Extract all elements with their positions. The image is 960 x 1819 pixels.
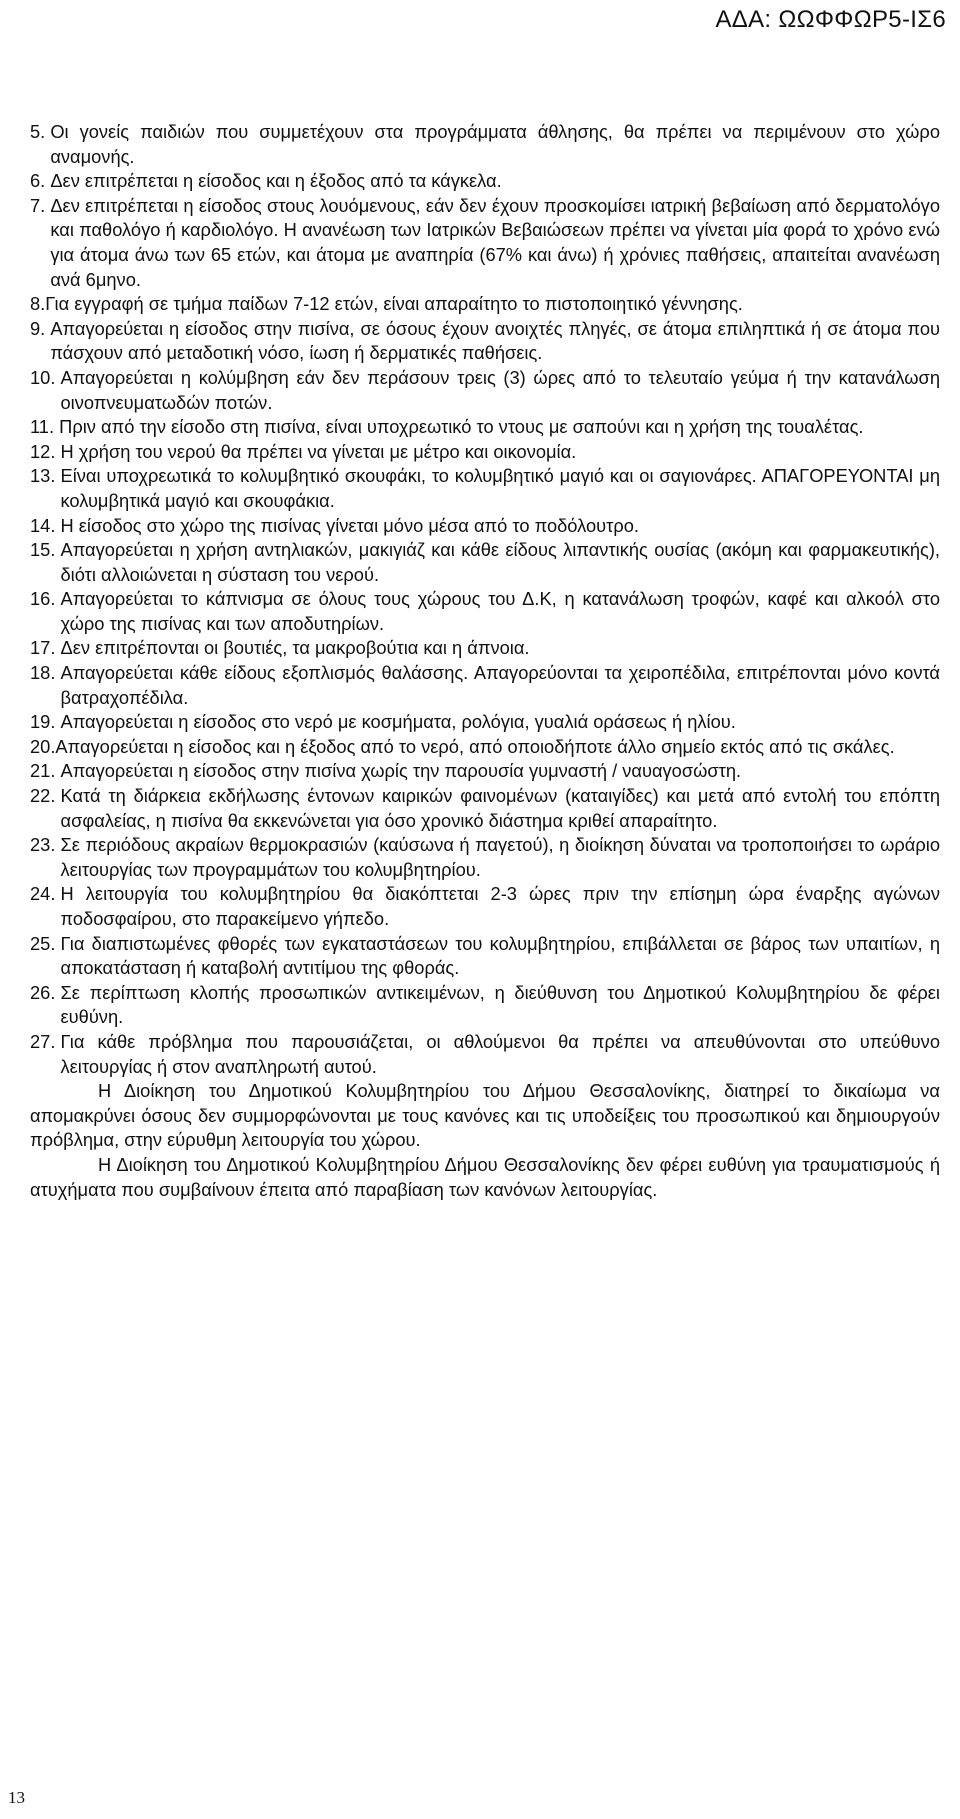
rule-text: Η είσοδος στο χώρο της πισίνας γίνεται μόνο μέσα από το ποδόλουτρο.: [60, 514, 640, 536]
rule-item: [30, 317, 940, 366]
rule-text: Δεν επιτρέπονται οι βουτιές, τα μακροβούτια και η άπνοια.: [60, 637, 530, 659]
rule-item: [30, 636, 940, 661]
rule-item: [30, 292, 940, 317]
rule-item: [30, 514, 940, 539]
closing-paragraph: Η Διοίκηση του Δημοτικού Κολυμβητηρίου Δήμου Θεσσαλονίκης δεν φέρει ευθύνη για τραυματισμούς ή ατυχήματα που συμβαίνουν έπειτα από παραβίαση των κανόνων λειτουργίας.: [30, 1153, 940, 1200]
rule-number: 5.: [30, 121, 51, 142]
rule-item: [30, 784, 940, 833]
rule-text: Δεν επιτρέπεται η είσοδος και η έξοδος από τα κάγκελα.: [50, 170, 502, 192]
rule-text: Η χρήση του νερού θα πρέπει να γίνεται με μέτρο και οικονομία.: [60, 440, 577, 462]
rules-list: [30, 120, 940, 1079]
rule-text: Πριν από την είσοδο στη πισίνα, είναι υποχρεωτικό το ντους με σαπούνι και η χρήση της τουαλέτας.: [59, 416, 864, 438]
rule-number: 27.: [30, 1030, 61, 1052]
rule-number: 22.: [30, 785, 61, 807]
rule-number: 12.: [30, 440, 61, 462]
rule-text: Για εγγραφή σε τμήμα παίδων 7-12 ετών, είναι απαραίτητο το πιστοποιητικό γέννησης.: [45, 293, 743, 315]
rule-number: 7.: [30, 194, 51, 216]
rule-item: [30, 1030, 940, 1079]
rule-text: Απαγορεύεται η είσοδος στην πισίνα, σε όσους έχουν ανοιχτές πληγές, σε άτομα επιληπτικά ή σε άτομα που πάσχουν από μεταδοτική νόσο, ίωση ή δερματικές παθήσεις.: [50, 317, 940, 364]
rule-item: [30, 932, 940, 981]
rule-text: Κατά τη διάρκεια εκδήλωσης έντονων καιρικών φαινομένων (καταιγίδες) και μετά από εντολή του επόπτη ασφαλείας, η πισίνα θα εκκενώνεται για όσο χρονικό διάστημα κριθεί απαραίτητο.: [60, 785, 940, 831]
rule-number: 16.: [30, 588, 61, 610]
rule-text: Σε περιόδους ακραίων θερμοκρασιών (καύσωνα ή παγετού), η διοίκηση δύναται να τροποποιήσει το ωράριο λειτουργίας των προγραμμάτων του κολυμβητηρίου.: [60, 834, 940, 880]
rule-number: 20.: [30, 735, 56, 757]
rule-text: Είναι υποχρεωτικά το κολυμβητικό σκουφάκι, το κολυμβητικό μαγιό και οι σαγιονάρες. ΑΠΑΓΟΡΕΥΟΝΤΑΙ μη κολυμβητικά μαγιό και σκουφάκια.: [60, 465, 940, 511]
rule-item: [30, 735, 940, 760]
closing-paragraphs: [30, 1079, 940, 1202]
rule-number: 18.: [30, 662, 61, 684]
rule-item: [30, 440, 940, 465]
rule-item: [30, 169, 940, 194]
rule-number: 9.: [30, 317, 51, 339]
rule-item: [30, 981, 940, 1030]
rule-item: [30, 366, 940, 415]
document-body: [30, 120, 940, 1202]
rule-number: 24.: [30, 883, 61, 905]
rule-text: Για διαπιστωμένες φθορές των εγκαταστάσεων του κολυμβητηρίου, επιβάλλεται σε βάρος των υπαιτίων, η αποκατάσταση ή καταβολή αντιτίμου της φθοράς.: [60, 932, 940, 979]
rule-text: Δεν επιτρέπεται η είσοδος στους λουόμενους, εάν δεν έχουν προσκομίσει ιατρική βεβαίωση από δερματολόγο και παθολόγο ή καρδιολόγο. Η ανανέωση των Ιατρικών Βεβαιώσεων πρέπει να γίνεται μία φορά το χρόνο ενώ για άτομα άνω των 65 ετών, και άτομα με αναπηρία (67% και άνω) ή χρόνιες παθήσεις, απαιτείται ανανέωση ανά 6μηνο.: [50, 194, 940, 290]
rule-text: Απαγορεύεται η κολύμβηση εάν δεν περάσουν τρεις (3) ώρες από το τελευταίο γεύμα ή την κατανάλωση οινοπνευματωδών ποτών.: [60, 366, 940, 413]
rule-item: [30, 538, 940, 587]
rule-number: 6.: [30, 170, 51, 192]
rule-item: [30, 661, 940, 710]
rule-text: Για κάθε πρόβλημα που παρουσιάζεται, οι αθλούμενοι θα πρέπει να απευθύνονται στο υπεύθυνο λειτουργίας ή στον αναπληρωτή αυτού.: [60, 1030, 940, 1077]
rule-text: Απαγορεύεται η είσοδος και η έξοδος από το νερό, από οποιοδήποτε άλλο σημείο εκτός από τις σκάλες.: [55, 735, 895, 757]
rule-text: Η λειτουργία του κολυμβητηρίου θα διακόπτεται 2-3 ώρες πριν την επίσημη ώρα έναρξης αγώνων ποδοσφαίρου, στο παρακείμενο γήπεδο.: [60, 883, 940, 929]
rule-item: [30, 833, 940, 882]
rule-text: Απαγορεύεται η είσοδος στην πισίνα χωρίς την παρουσία γυμναστή / ναυαγοσώστη.: [60, 760, 742, 782]
rule-item: [30, 882, 940, 931]
rule-number: 8.: [30, 293, 46, 315]
rule-text: Απαγορεύεται το κάπνισμα σε όλους τους χώρους του Δ.Κ, η κατανάλωση τροφών, καφέ και αλκοόλ στο χώρο της πισίνας και των αποδυτηρίων.: [60, 588, 940, 634]
rule-item: [30, 587, 940, 636]
rule-number: 13.: [30, 465, 61, 487]
rule-item: [30, 415, 940, 440]
rule-item: [30, 710, 940, 735]
rule-number: 21.: [30, 760, 61, 782]
rule-text: Απαγορεύεται κάθε είδους εξοπλισμός θαλάσσης. Απαγορεύονται τα χειροπέδιλα, επιτρέπονται μόνο κοντά βατραχοπέδιλα.: [60, 662, 940, 708]
rule-item: [30, 759, 940, 784]
rule-number: 26.: [30, 981, 61, 1003]
rule-item: [30, 194, 940, 292]
rule-text: Απαγορεύεται η είσοδος στο νερό με κοσμήματα, ρολόγια, γυαλιά οράσεως ή ηλίου.: [60, 711, 736, 733]
rule-text: Οι γονείς παιδιών που συμμετέχουν στα προγράμματα άθλησης, θα πρέπει να περιμένουν στο χώρο αναμονής.: [50, 121, 940, 167]
rule-number: 10.: [30, 366, 61, 388]
ada-identifier: ΑΔΑ: ΩΩΦΦΩΡ5-ΙΣ6: [715, 6, 946, 33]
closing-paragraph: Η Διοίκηση του Δημοτικού Κολυμβητηρίου του Δήμου Θεσσαλονίκης, διατηρεί το δικαίωμα να απομακρύνει όσους δεν συμμορφώνονται με τους κανόνες και τις υποδείξεις του προσωπικού και δημιουργούν πρόβλημα, στην εύρυθμη λειτουργία του χώρου.: [30, 1080, 940, 1151]
rule-number: 14.: [30, 514, 61, 536]
rule-item: [30, 120, 940, 169]
rule-number: 23.: [30, 834, 61, 856]
rule-number: 25.: [30, 932, 61, 954]
rule-number: 17.: [30, 637, 61, 659]
rule-text: Απαγορεύεται η χρήση αντηλιακών, μακιγιάζ και κάθε είδους λιπαντικής ουσίας (ακόμη και φαρμακευτικής), διότι αλλοιώνεται η σύσταση του νερού.: [60, 539, 940, 585]
rule-text: Σε περίπτωση κλοπής προσωπικών αντικειμένων, η διεύθυνση του Δημοτικού Κολυμβητηρίου δε φέρει ευθύνη.: [60, 981, 940, 1028]
rule-item: [30, 464, 940, 513]
rule-number: 15.: [30, 539, 61, 561]
rule-number: 11.: [30, 416, 60, 438]
rule-number: 19.: [30, 711, 61, 733]
page-number: 13: [8, 1788, 25, 1807]
